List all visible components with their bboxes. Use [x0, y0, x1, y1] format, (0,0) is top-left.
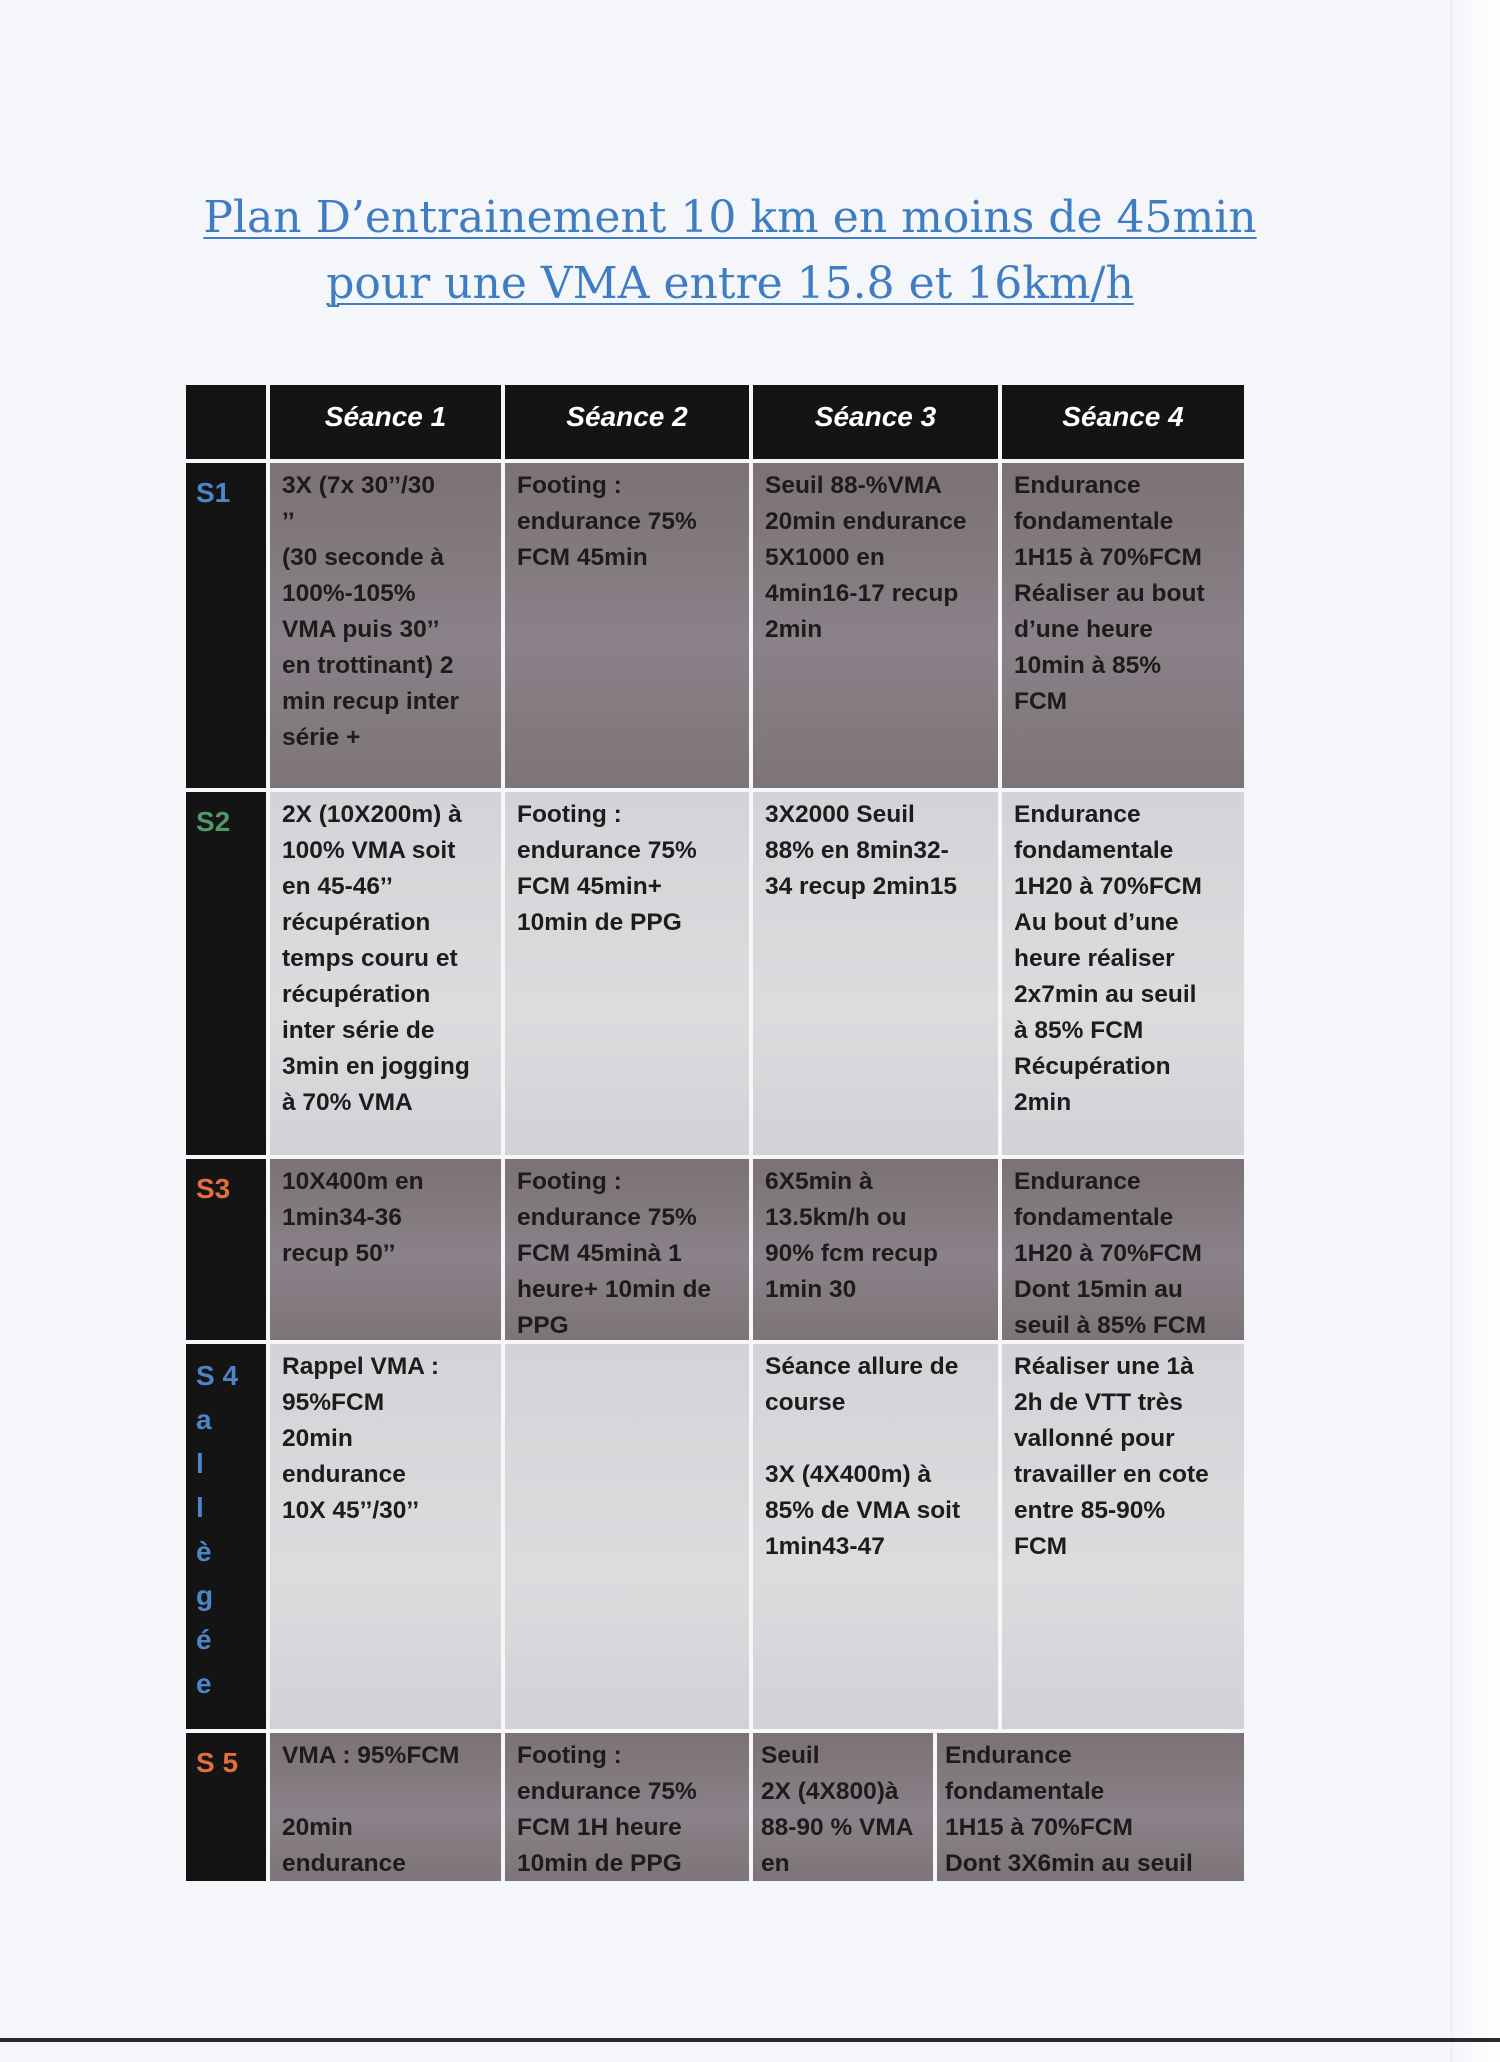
cell-s1-seance-1 [270, 463, 501, 788]
title-line-1: Plan D’entrainement 10 km en moins de 45min [203, 192, 1257, 243]
row-label-s1-text: S1 [196, 477, 231, 508]
cell-s1-seance-3 [753, 463, 998, 788]
row-label-s3-text: S3 [196, 1173, 231, 1204]
row-label-s4-letter: é [196, 1624, 212, 1655]
cell-s2-seance-3 [753, 792, 998, 1155]
cell-text: Seuil 2X (4X800)à 88-90 % VMA en [761, 1742, 914, 1877]
cell-text: Footing : endurance 75% FCM 45min [517, 472, 697, 571]
cell-s5-seance-3 [753, 1733, 933, 1881]
row-label-s2-text: S2 [196, 806, 231, 837]
cell-text: Endurance fondamentale 1H15 à 70%FCM Dont 3X6min au seuil [945, 1742, 1193, 1877]
cell-text: Footing : endurance 75% FCM 45min+ 10min de PPG [517, 801, 697, 936]
cell-s5-seance-1 [270, 1733, 501, 1881]
header-seance-1: Séance 1 [270, 385, 501, 459]
cell-s3-seance-1 [270, 1159, 501, 1340]
cell-s4-seance-4 [1002, 1344, 1244, 1729]
cell-s4-seance-2 [505, 1344, 749, 1729]
cell-text: VMA : 95%FCM 20min endurance [282, 1742, 460, 1877]
row-label-s4-letter: l [196, 1492, 204, 1523]
cell-s3-seance-3 [753, 1159, 998, 1340]
cell-s3-seance-4 [1002, 1159, 1244, 1340]
row-label-s4-letter: è [196, 1536, 212, 1567]
cell-s5-seance-4 [937, 1733, 1244, 1881]
header-corner [186, 385, 266, 459]
cell-s4-seance-1 [270, 1344, 501, 1729]
cell-s3-seance-2 [505, 1159, 749, 1340]
cell-text: 10X400m en 1min34-36 recup 50’’ [282, 1168, 424, 1267]
cell-s1-seance-4 [1002, 463, 1244, 788]
header-seance-2: Séance 2 [505, 385, 749, 459]
cell-text: 2X (10X200m) à 100% VMA soit en 45-46’’ récupération temps couru et récupération inter série de 3min en jogging à 70% VMA [282, 801, 470, 1116]
header-seance-3: Séance 3 [753, 385, 998, 459]
cell-text: 3X (7x 30’’/30 ’’ (30 seconde à 100%-105% VMA puis 30’’ en trottinant) 2 min recup inter série + [282, 472, 459, 751]
cell-text: Réaliser une 1à 2h de VTT très vallonné pour travailler en cote entre 85-90% FCM [1014, 1353, 1209, 1560]
row-label-s5-text: S 5 [196, 1747, 239, 1778]
header-seance-4: Séance 4 [1002, 385, 1244, 459]
cell-text: Rappel VMA : 95%FCM 20min endurance 10X 45’’/30’’ [282, 1353, 439, 1524]
cell-text: Endurance fondamentale 1H20 à 70%FCM Dont 15min au seuil à 85% FCM [1014, 1168, 1206, 1339]
page-title [0, 185, 1460, 317]
training-plan-table [186, 385, 1228, 1877]
cell-s2-seance-4 [1002, 792, 1244, 1155]
row-label-s4-letter: l [196, 1448, 204, 1479]
cell-s1-seance-2 [505, 463, 749, 788]
cell-text: 6X5min à 13.5km/h ou 90% fcm recup 1min 30 [765, 1168, 938, 1303]
row-label-s4-letter: g [196, 1580, 214, 1611]
row-label-s3 [186, 1159, 266, 1340]
cell-text: Seuil 88-%VMA 20min endurance 5X1000 en 4min16-17 recup 2min [765, 472, 967, 643]
cell-s2-seance-2 [505, 792, 749, 1155]
row-label-s4 [186, 1344, 266, 1729]
cell-text: Footing : endurance 75% FCM 45minà 1 heure+ 10min de PPG [517, 1168, 712, 1339]
cell-text: Endurance fondamentale 1H20 à 70%FCM Au bout d’une heure réaliser 2x7min au seuil à 85% FCM Récupération 2min [1014, 801, 1202, 1116]
title-line-2: pour une VMA entre 15.8 et 16km/h [326, 258, 1134, 309]
cell-s5-seance-3-4 [753, 1733, 1244, 1881]
row-label-s4-letter: e [196, 1668, 212, 1699]
cell-text: Séance allure de course 3X (4X400m) à 85% de VMA soit 1min43-47 [765, 1353, 961, 1560]
cell-text: Endurance fondamentale 1H15 à 70%FCM Réaliser au bout d’une heure 10min à 85% FCM [1014, 472, 1205, 715]
cell-text: 3X2000 Seuil 88% en 8min32- 34 recup 2min15 [765, 801, 958, 900]
row-label-s1 [186, 463, 266, 788]
cell-s2-seance-1 [270, 792, 501, 1155]
cell-text: Footing : endurance 75% FCM 1H heure 10min de PPG [517, 1742, 697, 1877]
cell-s5-seance-2 [505, 1733, 749, 1881]
cell-s4-seance-3 [753, 1344, 998, 1729]
page-bottom-line [0, 2038, 1500, 2042]
row-label-s4-letter: a [196, 1404, 212, 1435]
row-label-s4-text: S 4 [196, 1360, 239, 1391]
row-label-s2 [186, 792, 266, 1155]
row-label-s5 [186, 1733, 266, 1881]
